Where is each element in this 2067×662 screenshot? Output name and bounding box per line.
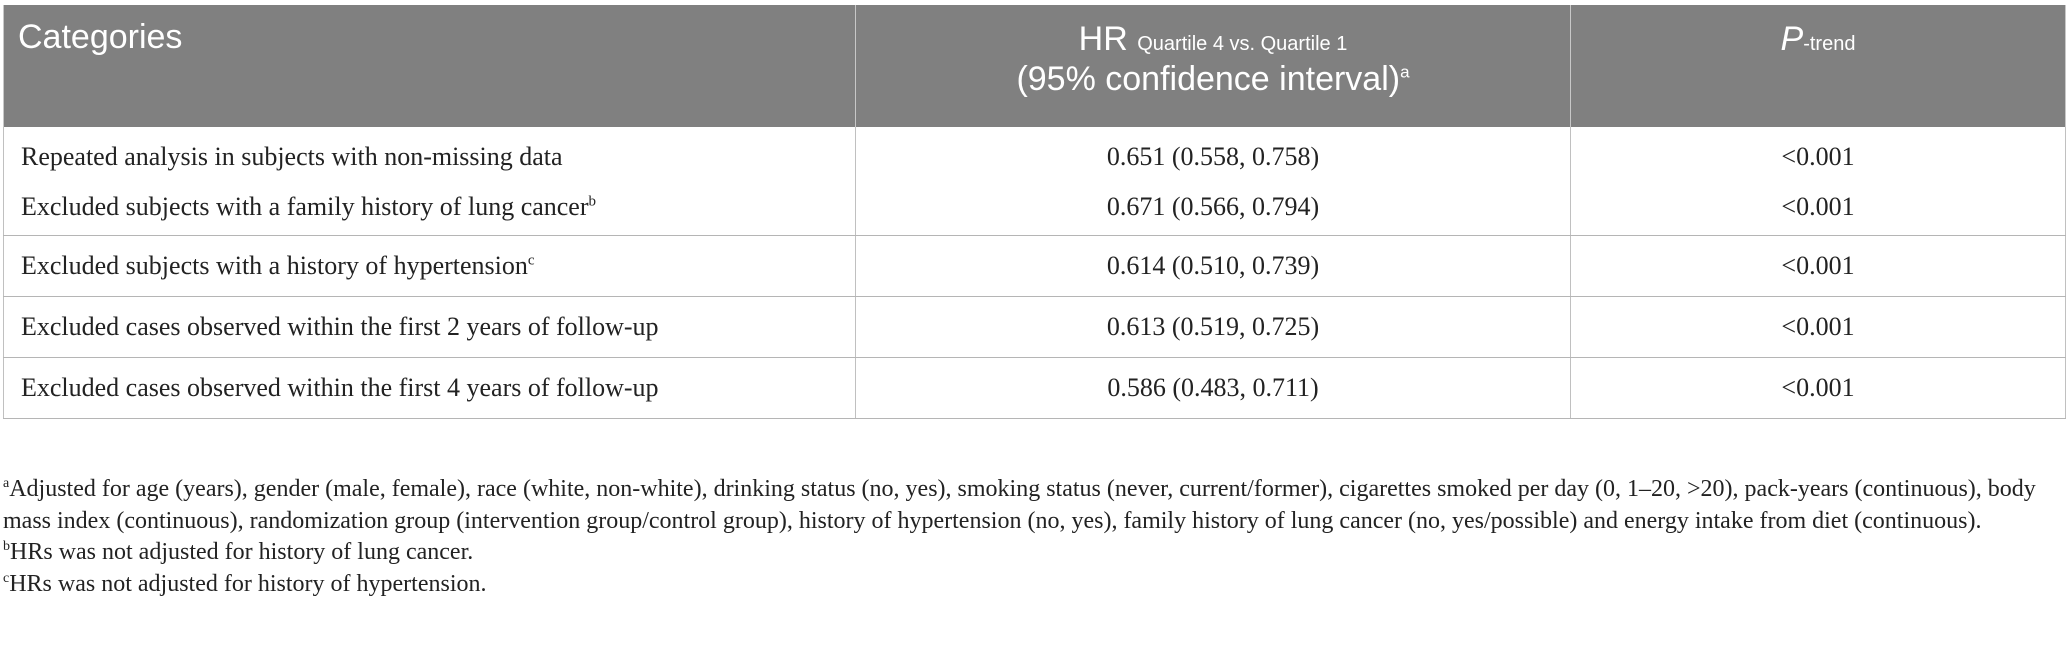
row-label: Excluded subjects with a family history of lung cancer$^b$ [4,183,856,236]
header-p-subscript: -trend [1803,33,1856,55]
footnote-mark: c [3,570,10,586]
row-p-value: <0.001 [1571,127,2066,183]
header-hr-footnote-mark: a [1400,62,1410,82]
footnote-b [3,537,2065,569]
row-label: Excluded cases observed within the first 2 years of follow-up [4,297,856,358]
header-hazard-ratio [856,5,1571,127]
table-footnotes [3,474,2065,600]
table-header-row [4,5,2066,127]
results-table [3,5,2066,419]
header-hr-ci: (95% confidence interval) [1016,60,1401,99]
header-p-main: P [1780,20,1804,58]
footnote-c [3,569,2065,601]
row-footnote-mark: c [527,252,535,269]
row-hr-value: 0.671 (0.566, 0.794) [856,183,1571,236]
table-row [4,183,2066,236]
row-label: Excluded cases observed within the first 4 years of follow-up [4,358,856,419]
header-p-trend [1571,5,2066,127]
row-label: Excluded subjects with a history of hypertension$^c$ [4,236,856,297]
row-label: Repeated analysis in subjects with non-missing data [4,127,856,183]
row-p-value: <0.001 [1571,236,2066,297]
table-row [4,127,2066,183]
table-row [4,236,2066,297]
footnote-text: HRs was not adjusted for history of hypertension. [9,570,487,597]
row-p-value: <0.001 [1571,183,2066,236]
row-hr-value: 0.651 (0.558, 0.758) [856,127,1571,183]
footnote-mark: a [3,476,10,491]
footnote-mark: b [3,539,10,554]
table-row [4,297,2066,358]
row-hr-value: 0.614 (0.510, 0.739) [856,236,1571,297]
footnote-text: HRs was not adjusted for history of lung cancer. [10,539,474,565]
footnote-a [3,474,2065,537]
row-hr-value: 0.613 (0.519, 0.725) [856,297,1571,358]
row-p-value: <0.001 [1571,297,2066,358]
row-hr-value: 0.586 (0.483, 0.711) [856,358,1571,419]
row-p-value: <0.001 [1571,358,2066,419]
header-hr-subscript: Quartile 4 vs. Quartile 1 [1137,33,1348,55]
header-categories: Categories [4,5,856,127]
header-hr-main: HR [1078,20,1128,58]
footnote-text: Adjusted for age (years), gender (male, female), race (white, non-white), drinking status (no, yes), smoking status (never, current/former), cigarettes smoked per day (0, 1–20, >20), pack-years (continuous), body mass index (continuous), randomization group (intervention group/control group), history of hypertension (no, yes), family history of lung cancer (no, yes/possible) and energy intake from diet (continuous). [3,476,2036,534]
row-footnote-mark: b [588,193,597,210]
table-row [4,358,2066,419]
